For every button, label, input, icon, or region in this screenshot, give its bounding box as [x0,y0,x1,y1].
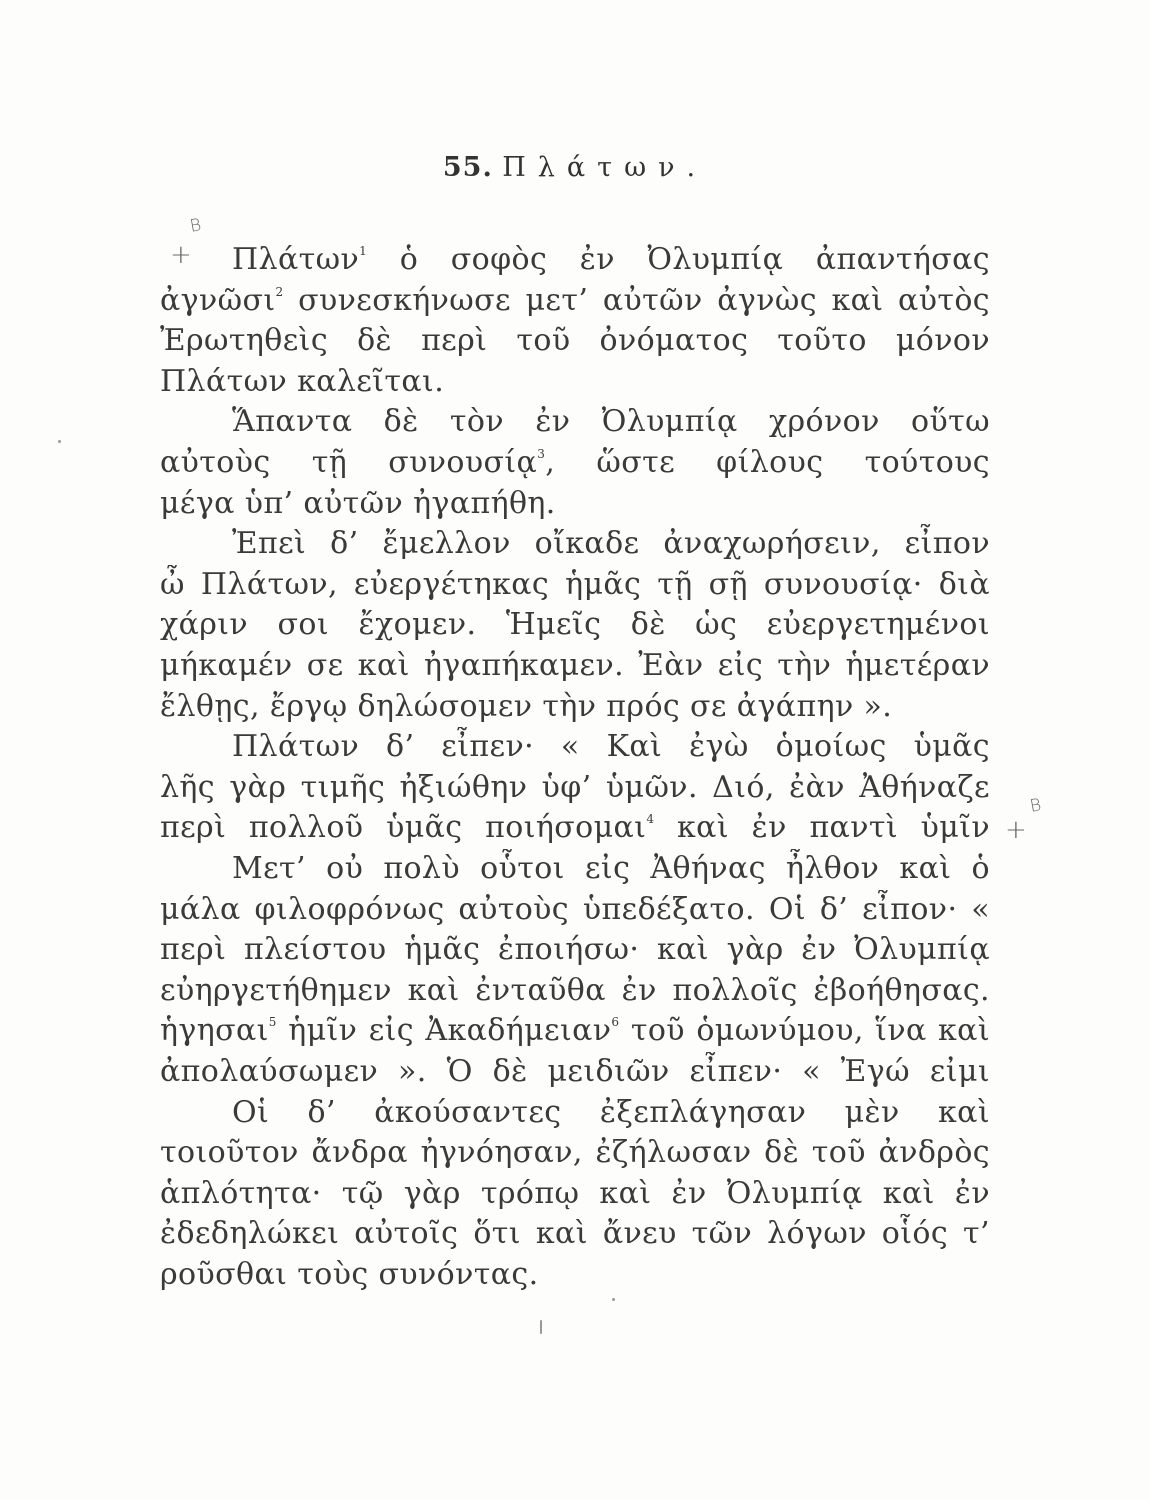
text-line [160,1133,990,1173]
line-text: τοιοῦτον ἄνδρα ἠγνόησαν, ἐζήλωσαν δὲ τοῦ ἀνδρὸς [160,1135,990,1171]
text-line [160,646,990,686]
line-text: ἔλθῃς, ἔργῳ δηλώσομεν τὴν πρός σε ἀγάπην ». [160,688,893,724]
line-text: περὶ πολλοῦ ὑμᾶς ποιήσομαι [160,810,647,846]
line-text: , ὥστε φίλους τούτους [545,445,990,480]
line-text: ἐδεδηλώκει αὐτοῖς ὅτι καὶ ἄνευ τῶν λόγων οἷός τ’ [160,1216,990,1252]
line-text: αὐτοὺς τῇ συνουσίᾳ [160,445,538,480]
line-text: Πλάτων δ’ εἶπεν· « Καὶ ἐγὼ ὁμοίως ὑμᾶς [232,729,990,765]
text-line [160,1052,990,1092]
line-text: Πλάτων καλεῖται. [160,363,445,399]
line-text: λῆς γὰρ τιμῆς ἠξιώθην ὑφ’ ὑμῶν. Διό, ἐὰν Ἀθήναζε [160,769,990,805]
text-line [160,565,990,605]
line-text: ἡγησαι [160,1013,269,1049]
line-text: ροῦσθαι τοὺς συνόντας. [160,1257,539,1292]
text-line [160,808,990,848]
text-line [160,1255,990,1295]
paper-speck [612,1298,615,1301]
text-line [160,362,990,402]
line-text: καὶ ἐν παντὶ ὑμῖν [677,810,990,846]
text-line [160,1174,990,1214]
footnote-marker: 2 [275,284,284,299]
line-text: Οἱ δ’ ἀκούσαντες ἐξεπλάγησαν μὲν καὶ [232,1094,990,1130]
footnote-marker: 4 [646,812,655,827]
line-text: Μετ’ οὐ πολὺ οὗτοι εἰς Ἀθήνας ἦλθον καὶ ὁ [232,851,990,886]
margin-letter-mark: B [188,215,203,237]
line-text: χάριν σοι ἔχομεν. Ἡμεῖς δὲ ὡς εὐεργετημένοι [160,607,990,643]
text-line [232,1093,990,1133]
line-text: συνεσκήνωσε μετ’ αὐτῶν ἀγνὼς καὶ αὐτὸς [298,282,990,318]
paper-speck [58,440,61,443]
chapter-title: Πλάτων. [502,152,708,183]
text-line [160,1011,990,1051]
margin-plus-mark: + [170,240,192,270]
margin-letter-mark-right: B [1028,795,1043,817]
text-line [160,605,990,645]
line-text: τοῦ ὁμωνύμου, ἵνα καὶ [630,1013,990,1049]
line-text: Ἐπεὶ δ’ ἔμελλον οἴκαδε ἀναχωρήσειν, εἶπον [232,526,990,562]
line-text: ὁ σοφὸς ἐν Ὀλυμπίᾳ ἀπαντήσας [399,242,990,277]
line-text: ἡμῖν εἰς Ἀκαδήμειαν [276,1013,612,1049]
line-text: εὐηργετήθημεν καὶ ἐνταῦθα ἐν πολλοῖς ἐβοήθησας. [160,972,990,1008]
line-text: ἁπλότητα· τῷ γὰρ τρόπῳ καὶ ἐν Ὀλυμπίᾳ καὶ ἐν [160,1175,990,1211]
text-line [232,524,990,564]
margin-plus-mark-right: + [1005,815,1027,845]
line-text: Πλάτων [232,242,360,277]
footnote-marker: 3 [537,447,546,461]
line-text: μήκαμέν σε καὶ ἠγαπήκαμεν. Ἐὰν εἰς τὴν ἡμετέραν [160,648,990,683]
line-text: περὶ πλείστου ἡμᾶς ἐποιήσω· καὶ γὰρ ἐν Ὀλυμπίᾳ [160,932,990,968]
text-line [232,402,990,442]
text-line [160,1214,990,1254]
footnote-marker: 1 [359,244,368,258]
paper-speck [540,1320,542,1334]
text-line [160,281,990,321]
text-line [160,971,990,1011]
line-text: μάλα φιλοφρόνως αὐτοὺς ὑπεδέξατο. Οἱ δ’ εἶπον· « [160,891,990,927]
chapter-number: 55. [442,152,493,183]
footnote-marker: 6 [611,1015,620,1030]
text-line [232,727,990,767]
line-text: μέγα ὑπ’ αὐτῶν ἠγαπήθη. [160,485,556,521]
footnote-marker: 5 [268,1015,277,1030]
text-line [160,484,990,524]
text-line [160,687,990,727]
text-line [160,768,990,808]
text-line [232,849,990,889]
line-text: ἀπολαύσωμεν ». Ὁ δὲ μειδιῶν εἶπεν· « Ἐγώ εἰμι [160,1054,990,1089]
line-text: ἀγνῶσι [160,282,276,318]
text-line [232,240,990,280]
text-line [160,321,990,361]
line-text: Ἅπαντα δὲ τὸν ἐν Ὀλυμπίᾳ χρόνον οὕτω [232,404,990,440]
text-line [160,443,990,483]
line-text: ὦ Πλάτων, εὐεργέτηκας ἡμᾶς τῇ σῇ συνουσίᾳ· διὰ [160,566,990,602]
text-line [160,930,990,970]
line-text: Ἐρωτηθεὶς δὲ περὶ τοῦ ὀνόματος τοῦτο μόνον [160,323,990,359]
text-line [160,890,990,930]
chapter-heading [0,152,1150,183]
